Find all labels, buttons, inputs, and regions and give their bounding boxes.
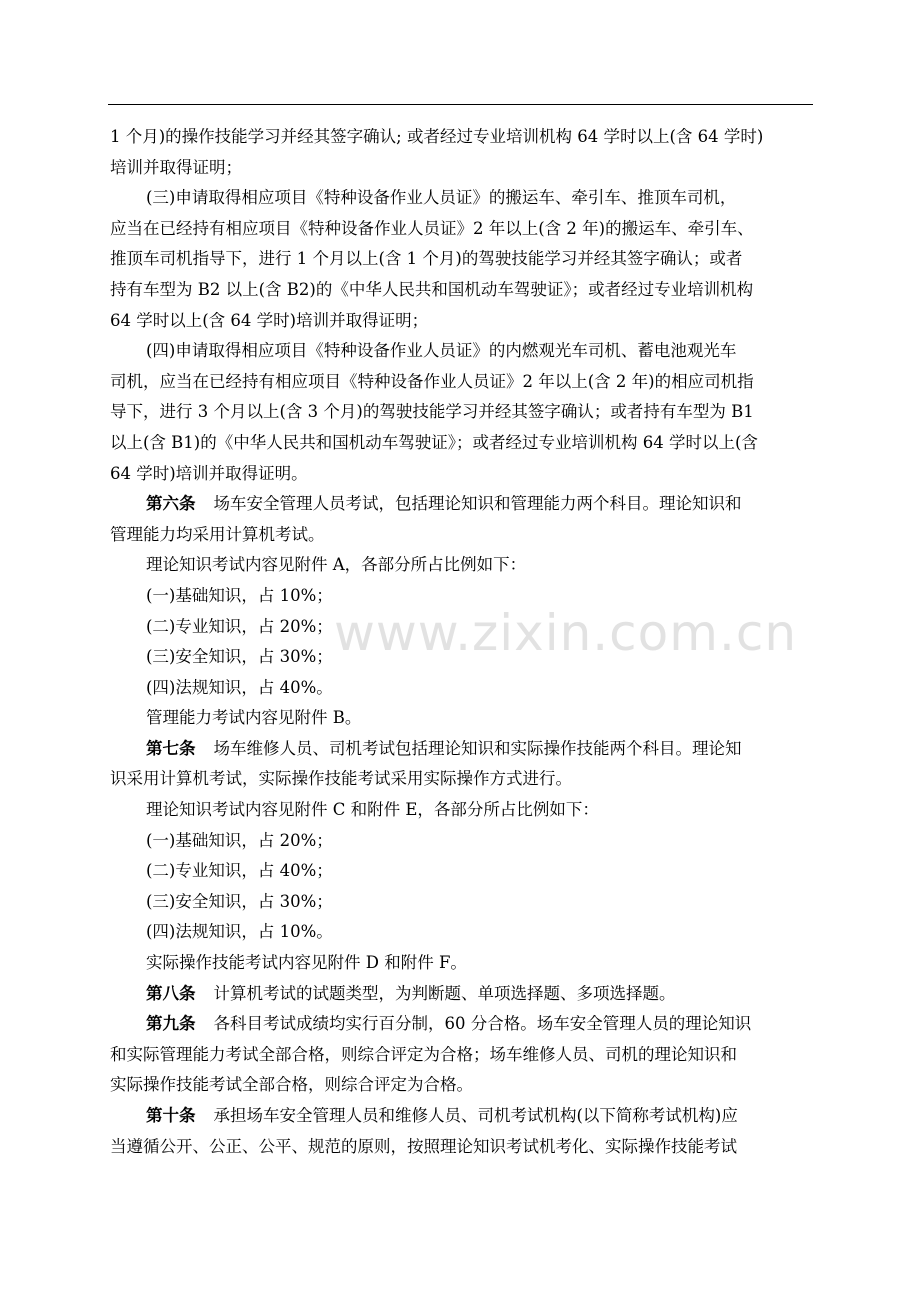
article-heading: 第八条 [146, 983, 196, 1003]
article-line [110, 1101, 815, 1132]
text-line [110, 244, 815, 275]
text-line [110, 214, 815, 245]
article-line [110, 734, 815, 765]
line-text: 理论知识考试内容见附件 C 和附件 E，各部分所占比例如下： [146, 800, 599, 820]
text-line [110, 581, 815, 612]
line-text: (一)基础知识，占 20%； [146, 830, 333, 850]
line-text: 1 个月)的操作技能学习并经其签字确认; 或者经过专业培训机构 64 学时以上(含 64 学时) [110, 127, 764, 146]
text-line [110, 795, 815, 826]
text-line [110, 397, 815, 428]
line-text: 以上(含 B1)的《中华人民共和国机动车驾驶证》；或者经过专业培训机构 64 学时以上(含 [110, 432, 758, 452]
line-text: 承担场车安全管理人员和维修人员、司机考试机构(以下简称考试机构)应 [213, 1106, 738, 1125]
line-text: 各科目考试成绩均实行百分制，60 分合格。场车安全管理人员的理论知识 [213, 1014, 752, 1034]
text-line [110, 673, 815, 704]
line-text: 识采用计算机考试，实际操作技能考试采用实际操作方式进行。 [110, 769, 572, 789]
text-line [110, 948, 815, 979]
text-line [110, 183, 815, 214]
line-text: 实际操作技能考试内容见附件 D 和附件 F。 [146, 953, 467, 973]
text-line [110, 336, 815, 367]
line-text: (四)法规知识，占 40%。 [146, 677, 333, 697]
article-line [110, 489, 815, 520]
line-text: 64 学时)培训并取得证明。 [110, 463, 308, 483]
watermark-text: www.zixin.com.cn [334, 604, 798, 662]
article-heading: 第六条 [146, 494, 196, 514]
text-line [110, 550, 815, 581]
line-text: (四)法规知识，占 10%。 [146, 922, 333, 942]
line-text: 当遵循公开、公正、公平、规范的原则，按照理论知识考试机考化、实际操作技能考试 [110, 1136, 737, 1156]
text-line [110, 459, 815, 490]
line-text: 培训并取得证明； [110, 157, 242, 177]
article-heading: 第七条 [146, 738, 196, 758]
line-text: 场车维修人员、司机考试包括理论知识和实际操作技能两个科目。理论知 [213, 738, 742, 758]
line-text: 管理能力考试内容见附件 B。 [146, 708, 362, 728]
document-body [110, 122, 815, 1162]
line-text: (一)基础知识，占 10%； [146, 585, 333, 605]
line-text: 64 学时以上(含 64 学时)培训并取得证明； [110, 310, 429, 330]
text-line [110, 1132, 815, 1163]
line-text: (三)申请取得相应项目《特种设备作业人员证》的搬运车、牵引车、推顶车司机， [146, 188, 737, 208]
line-text: 推顶车司机指导下，进行 1 个月以上(含 1 个月)的驾驶技能学习并经其签字确认；或者 [110, 249, 743, 269]
line-text: 和实际管理能力考试全部合格，则综合评定为合格；场车维修人员、司机的理论知识和 [110, 1044, 737, 1064]
line-text: 应当在已经持有相应项目《特种设备作业人员证》2 年以上(含 2 年)的搬运车、牵引车、 [110, 218, 754, 238]
text-line [110, 764, 815, 795]
line-text: (三)安全知识，占 30%； [146, 891, 333, 911]
line-text: 场车安全管理人员考试，包括理论知识和管理能力两个科目。理论知识和 [213, 494, 742, 514]
line-text: 计算机考试的试题类型，为判断题、单项选择题、多项选择题。 [213, 983, 676, 1003]
text-line [110, 917, 815, 948]
text-line [110, 1040, 815, 1071]
text-line [110, 367, 815, 398]
line-text: 理论知识考试内容见附件 A，各部分所占比例如下： [146, 555, 527, 575]
article-heading: 第十条 [146, 1106, 196, 1125]
text-line [110, 1070, 815, 1101]
text-line [110, 856, 815, 887]
text-line [110, 122, 815, 153]
article-line [110, 979, 815, 1010]
text-line [110, 275, 815, 306]
text-line [110, 428, 815, 459]
text-line [110, 642, 815, 673]
line-text: (二)专业知识，占 20%； [146, 616, 333, 636]
text-line [110, 306, 815, 337]
line-text: 管理能力均采用计算机考试。 [110, 524, 325, 544]
line-text: 持有车型为 B2 以上(含 B2)的《中华人民共和国机动车驾驶证》；或者经过专业培训机构 [110, 279, 754, 299]
text-line [110, 520, 815, 551]
line-text: (四)申请取得相应项目《特种设备作业人员证》的内燃观光车司机、蓄电池观光车 [146, 341, 737, 361]
line-text: (三)安全知识，占 30%； [146, 647, 333, 667]
text-line [110, 612, 815, 643]
line-text: 实际操作技能考试全部合格，则综合评定为合格。 [110, 1075, 473, 1095]
line-text: (二)专业知识，占 40%； [146, 861, 333, 881]
line-text: 导下，进行 3 个月以上(含 3 个月)的驾驶技能学习并经其签字确认；或者持有车型为 B1 [110, 402, 754, 422]
text-line [110, 887, 815, 918]
header-rule [108, 104, 813, 105]
line-text: 司机，应当在已经持有相应项目《特种设备作业人员证》2 年以上(含 2 年)的相应司机指 [110, 371, 754, 391]
text-line [110, 826, 815, 857]
article-line [110, 1009, 815, 1040]
article-heading: 第九条 [146, 1014, 196, 1034]
text-line [110, 153, 815, 184]
text-line [110, 703, 815, 734]
